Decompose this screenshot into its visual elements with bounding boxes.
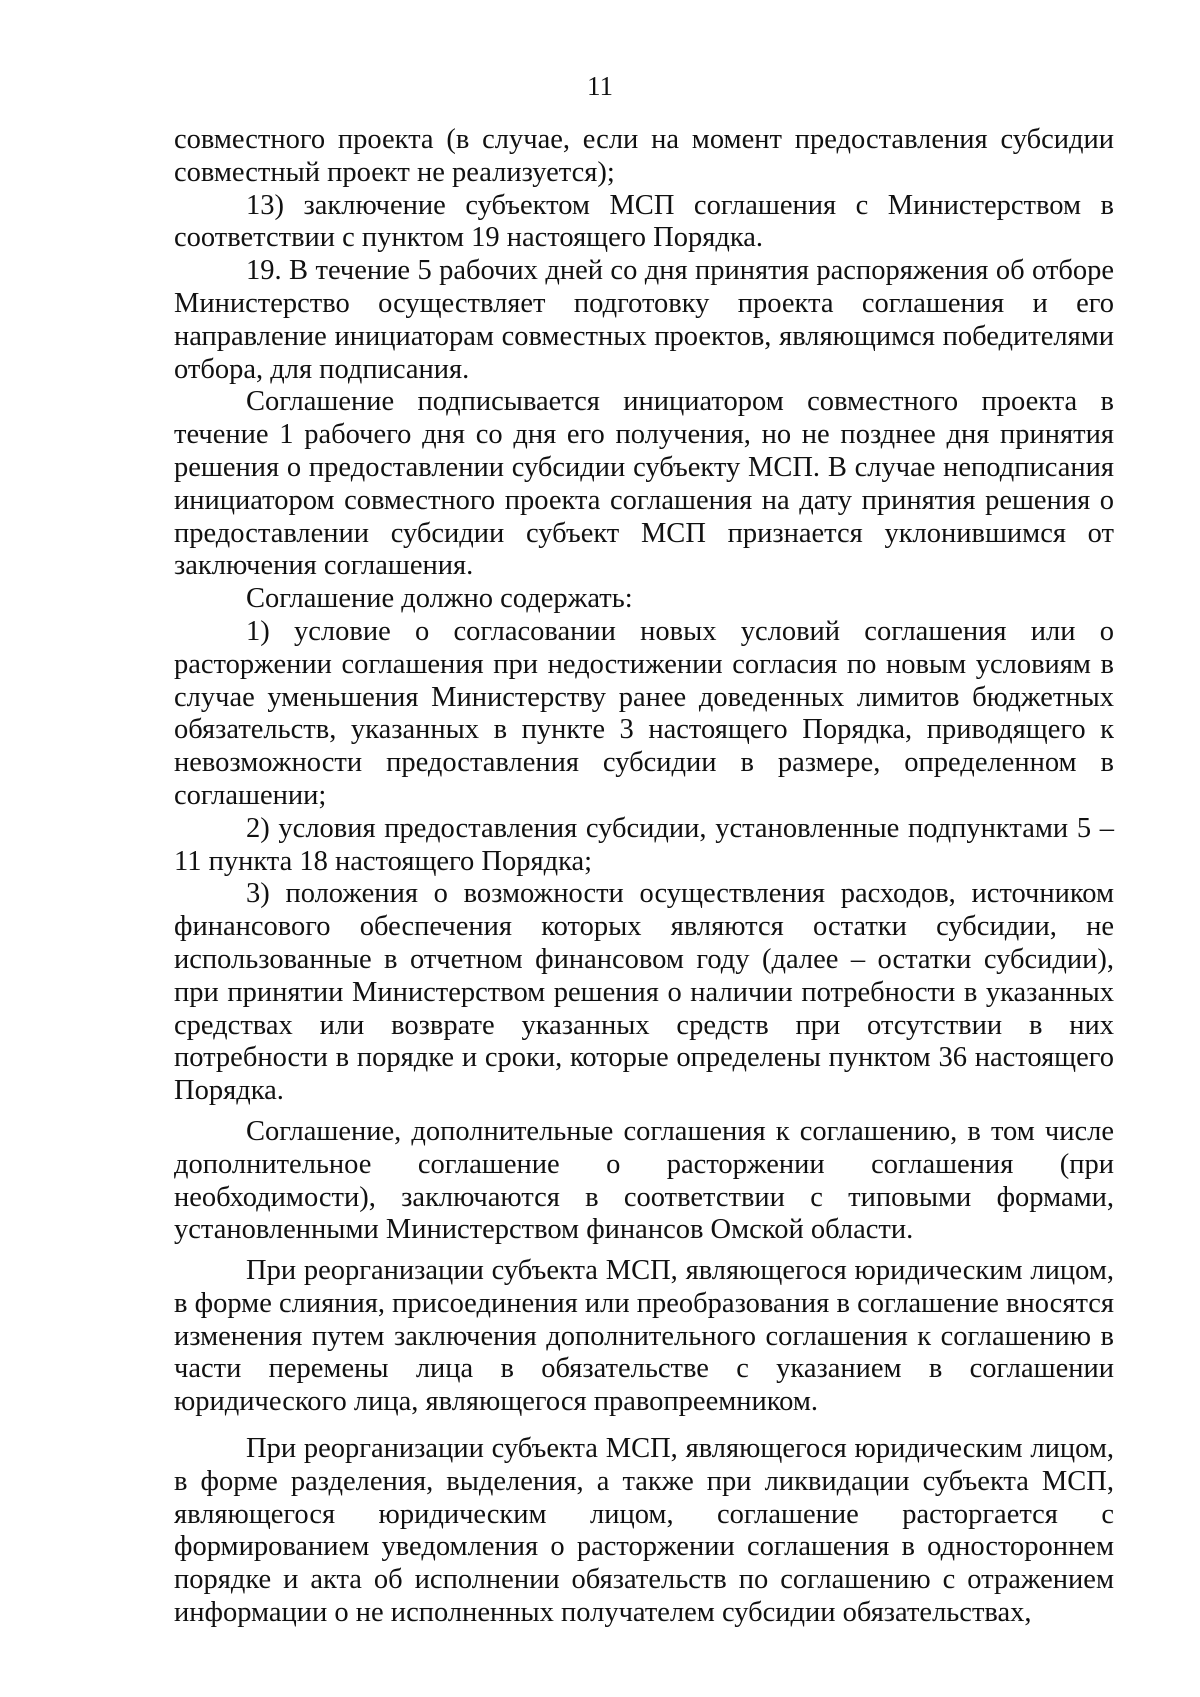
paragraph-item-2: 2) условия предоставления субсидии, установленные подпунктами 5 – 11 пункта 18 настоящего Порядка;	[174, 812, 1114, 877]
paragraph-continuation: совместного проекта (в случае, если на момент предоставления субсидии совместный проект не реализуется);	[174, 124, 1114, 188]
document-body	[174, 124, 1114, 1630]
paragraph-item-3: 3) положения о возможности осуществления расходов, источником финансового обеспечения которых являются остатки субсидии, не использованные в отчетном финансовом году (далее – остатки субсидии), при принятии Министерством решения о наличии потребности в указанных средствах или возврате указанных средств при отсутствии в них потребности в порядке и сроки, которые определены пунктом 36 настоящего Порядка.	[174, 878, 1114, 1107]
paragraph-reorganization-division: При реорганизации субъекта МСП, являющегося юридическим лицом, в форме разделения, выделения, а также при ликвидации субъекта МСП, являющегося юридическим лицом, соглашение расторгается с формированием уведомления о расторжении соглашения в одностороннем порядке и акта об исполнении обязательств по соглашению с отражением информации о не исполненных получателем субсидии обязательствах,	[174, 1433, 1114, 1629]
paragraph-typical-forms: Соглашение, дополнительные соглашения к соглашению, в том числе дополнительное соглашение о расторжении соглашения (при необходимости), заключаются в соответствии с типовыми формами, установленными Министерством финансов Омской области.	[174, 1115, 1114, 1246]
paragraph-item-1: 1) условие о согласовании новых условий соглашения или о расторжении соглашения при недостижении согласия по новым условиям в случае уменьшения Министерству ранее доведенных лимитов бюджетных обязательств, указанных в пункте 3 настоящего Порядка, приводящего к невозможности предоставления субсидии в размере, определенном в соглашении;	[174, 615, 1114, 811]
page-number: 11	[587, 71, 613, 101]
paragraph-item-13: 13) заключение субъектом МСП соглашения с Министерством в соответствии с пунктом 19 настоящего Порядка.	[174, 189, 1114, 254]
paragraph-reorganization-merger: При реорганизации субъекта МСП, являющегося юридическим лицом, в форме слияния, присоединения или преобразования в соглашение вносятся изменения путем заключения дополнительного соглашения к соглашению в части перемены лица в обязательстве с указанием в соглашении юридического лица, являющегося правопреемником.	[174, 1255, 1114, 1418]
paragraph-agreement-contents: Соглашение должно содержать:	[246, 583, 633, 615]
paragraph-signing: Соглашение подписывается инициатором совместного проекта в течение 1 рабочего дня со дня его получения, но не позднее дня принятия решения о предоставлении субсидии субъекту МСП. В случае неподписания инициатором совместного проекта соглашения на дату принятия решения о предоставлении субсидии субъект МСП признается уклонившимся от заключения соглашения.	[174, 386, 1114, 582]
paragraph-clause-19: 19. В течение 5 рабочих дней со дня принятия распоряжения об отборе Министерство осуществляет подготовку проекта соглашения и его направление инициаторам совместных проектов, являющимся победителями отбора, для подписания.	[174, 255, 1114, 385]
